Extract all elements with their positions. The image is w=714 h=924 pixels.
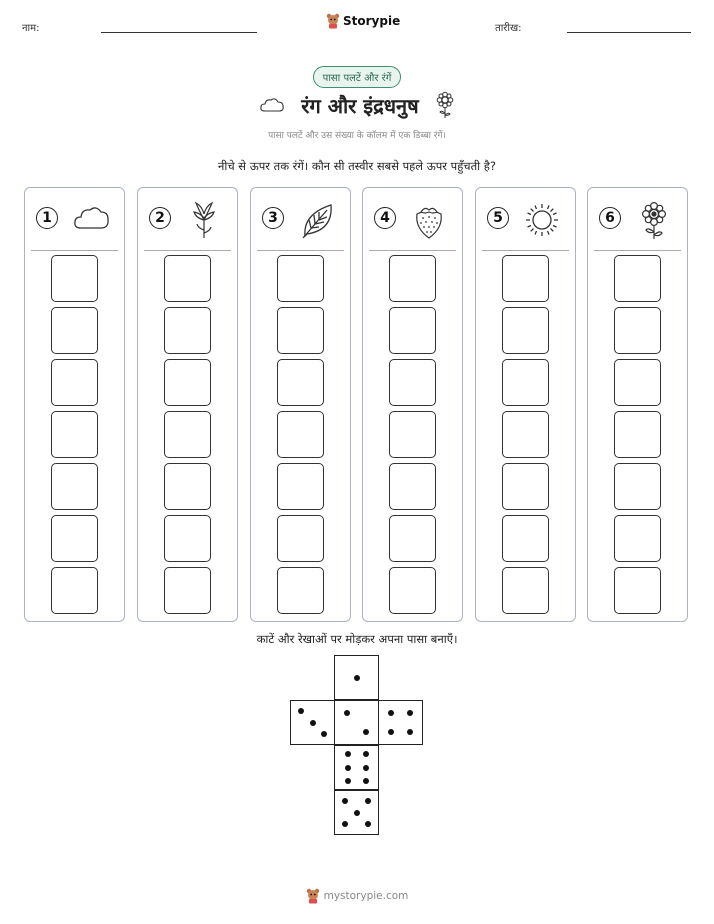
dice-pip	[363, 778, 369, 784]
color-box[interactable]	[502, 359, 549, 406]
column-number: 2	[149, 207, 171, 229]
dice-face-5[interactable]	[334, 790, 379, 835]
dice-pip	[363, 765, 369, 771]
column-number: 6	[599, 207, 621, 229]
leaf-icon	[297, 200, 337, 240]
dice-pip	[310, 720, 316, 726]
column-header	[363, 188, 462, 250]
column-header	[25, 188, 124, 250]
color-box[interactable]	[614, 463, 661, 510]
dice-pip	[345, 765, 351, 771]
color-box[interactable]	[502, 515, 549, 562]
column-5	[475, 187, 576, 622]
instruction-text: नीचे से ऊपर तक रंगें। कौन सी तस्वीर सबसे पहले ऊपर पहुँचती है?	[217, 159, 497, 173]
sun-icon	[522, 200, 562, 240]
color-box[interactable]	[614, 567, 661, 614]
dice-pip	[354, 810, 360, 816]
color-box[interactable]	[614, 515, 661, 562]
color-box[interactable]	[277, 463, 324, 510]
column-divider	[257, 250, 344, 251]
color-box[interactable]	[389, 255, 436, 302]
dice-pip	[321, 731, 327, 737]
color-box[interactable]	[164, 307, 211, 354]
cloud-icon	[259, 96, 285, 114]
color-box[interactable]	[164, 463, 211, 510]
color-box[interactable]	[502, 307, 549, 354]
dice-pip	[363, 729, 369, 735]
color-box[interactable]	[389, 463, 436, 510]
color-box[interactable]	[164, 359, 211, 406]
color-box[interactable]	[51, 307, 98, 354]
dice-pip	[363, 751, 369, 757]
color-box[interactable]	[51, 411, 98, 458]
column-number: 5	[487, 207, 509, 229]
dice-pip	[298, 708, 304, 714]
dice-pip	[407, 729, 413, 735]
column-header	[476, 188, 575, 250]
color-box[interactable]	[502, 567, 549, 614]
column-number: 4	[374, 207, 396, 229]
dice-instruction: काटें और रेखाओं पर मोड़कर अपना पासा बनाएँ।	[256, 632, 458, 646]
color-box[interactable]	[277, 359, 324, 406]
column-divider	[482, 250, 569, 251]
color-box[interactable]	[502, 463, 549, 510]
cloud-icon	[71, 200, 111, 240]
sunflower-icon	[435, 91, 455, 119]
dice-pip	[345, 751, 351, 757]
color-box[interactable]	[614, 359, 661, 406]
date-label: तारीख:	[495, 23, 522, 34]
color-box[interactable]	[614, 307, 661, 354]
dice-face-6[interactable]	[334, 745, 379, 790]
activity-pill: पासा पलटें और रंगें	[313, 66, 402, 88]
color-box[interactable]	[389, 307, 436, 354]
color-box[interactable]	[164, 515, 211, 562]
dice-pip	[407, 710, 413, 716]
strawberry-icon	[409, 200, 449, 240]
dice-pip	[365, 798, 371, 804]
dice-pip	[388, 710, 394, 716]
color-box[interactable]	[164, 567, 211, 614]
dice-pip	[342, 798, 348, 804]
color-box[interactable]	[277, 567, 324, 614]
color-box[interactable]	[389, 359, 436, 406]
color-box[interactable]	[51, 463, 98, 510]
color-box[interactable]	[164, 411, 211, 458]
brand-name: Storypie	[343, 14, 401, 28]
footer	[306, 888, 409, 904]
dice-pip	[365, 821, 371, 827]
storypie-mascot-icon	[326, 13, 340, 29]
color-box[interactable]	[277, 255, 324, 302]
column-divider	[144, 250, 231, 251]
color-box[interactable]	[277, 515, 324, 562]
color-box[interactable]	[502, 411, 549, 458]
color-box[interactable]	[164, 255, 211, 302]
dice-pip	[344, 710, 350, 716]
dice-pip	[345, 778, 351, 784]
color-box[interactable]	[389, 411, 436, 458]
column-header	[251, 188, 350, 250]
footer-url[interactable]: mystorypie.com	[323, 890, 409, 902]
color-box[interactable]	[51, 359, 98, 406]
column-divider	[31, 250, 118, 251]
dice-face-2[interactable]	[334, 700, 379, 745]
name-label: नाम:	[22, 23, 40, 34]
subtitle: पासा पलटें और उस संख्या के कॉलम में एक डिब्बा रंगें।	[268, 131, 446, 141]
dice-face-3[interactable]	[290, 700, 335, 745]
page-title: रंग और इंद्रधनुष	[301, 93, 419, 118]
column-divider	[369, 250, 456, 251]
color-box[interactable]	[51, 515, 98, 562]
date-line[interactable]	[567, 32, 691, 33]
column-1	[24, 187, 125, 622]
column-number: 3	[262, 207, 284, 229]
column-header	[138, 188, 237, 250]
column-2	[137, 187, 238, 622]
dice-face-1[interactable]	[334, 655, 379, 700]
storypie-mascot-icon	[306, 888, 320, 904]
color-box[interactable]	[502, 255, 549, 302]
color-box[interactable]	[614, 255, 661, 302]
column-header	[588, 188, 687, 250]
color-box[interactable]	[51, 567, 98, 614]
color-box[interactable]	[389, 567, 436, 614]
dice-pip	[342, 821, 348, 827]
iris-flower-icon	[184, 200, 224, 240]
column-3	[250, 187, 351, 622]
dice-pip	[354, 675, 360, 681]
name-line[interactable]	[101, 32, 257, 33]
color-box[interactable]	[277, 307, 324, 354]
dice-face-4[interactable]	[378, 700, 423, 745]
column-divider	[594, 250, 681, 251]
sunflower-icon	[634, 200, 674, 240]
column-number: 1	[36, 207, 58, 229]
column-4	[362, 187, 463, 622]
column-6	[587, 187, 688, 622]
color-box[interactable]	[614, 411, 661, 458]
color-box[interactable]	[389, 515, 436, 562]
dice-pip	[388, 729, 394, 735]
color-box[interactable]	[51, 255, 98, 302]
color-box[interactable]	[277, 411, 324, 458]
brand-logo	[326, 13, 400, 29]
